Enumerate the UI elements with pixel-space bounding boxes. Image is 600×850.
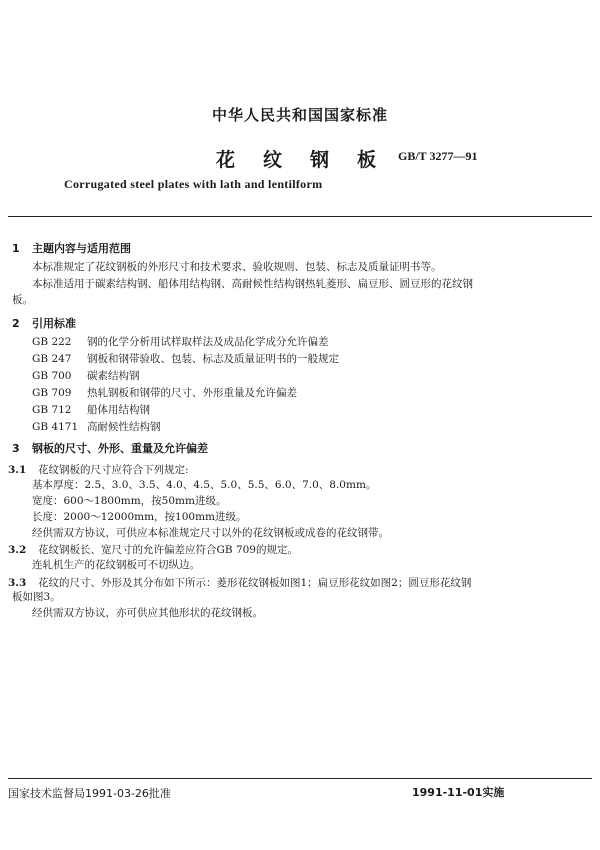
standard-number: GB/T 3277—91 xyxy=(398,149,478,163)
reference-code: GB 247 xyxy=(32,353,72,365)
section-3-title: 钢板的尺寸、外形、重量及允许偏差 xyxy=(32,442,208,455)
clause-3-1-thickness: 基本厚度：2.5、3.0、3.5、4.0、4.5、5.0、5.5、6.0、7.0、8.0mm。 xyxy=(32,479,377,491)
reference-code: GB 222 xyxy=(32,336,72,348)
section-1-heading xyxy=(12,240,131,256)
clause-3-3-agreement: 经供需双方协议，亦可供应其他形状的花纹钢板。 xyxy=(32,607,263,619)
reference-item xyxy=(32,351,339,366)
clause-3-2-number: 3.2 xyxy=(8,544,27,556)
reference-code: GB 712 xyxy=(32,404,72,416)
clause-3-2 xyxy=(8,542,298,557)
footer-divider xyxy=(8,778,592,779)
section-1-number: 1 xyxy=(12,242,20,255)
reference-item xyxy=(32,419,161,434)
clause-3-1-length: 长度：2000～12000mm，按100mm进级。 xyxy=(32,511,247,523)
reference-code: GB 700 xyxy=(32,370,72,382)
section-3-number: 3 xyxy=(12,442,20,455)
clause-3-3-text: 花纹的尺寸、外形及其分布如下所示：菱形花纹钢板如图1；扁豆形花纹如图2；圆豆形花纹钢 xyxy=(38,577,472,589)
issuing-authority: 中华人民共和国国家标准 xyxy=(211,106,388,124)
reference-title: 钢板和钢带验收、包装、标志及质量证明书的一般规定 xyxy=(87,353,339,365)
reference-item xyxy=(32,402,150,417)
section-1-paragraph-1: 本标准规定了花纹钢板的外形尺寸和技术要求、验收规则、包装、标志及质量证明书等。 xyxy=(32,261,442,273)
clause-3-2-text: 花纹钢板长、宽尺寸的允许偏差应符合GB 709的规定。 xyxy=(38,544,298,556)
reference-code: GB 4171 xyxy=(32,421,79,433)
clause-3-1-width: 宽度：600～1800mm，按50mm进级。 xyxy=(32,495,227,507)
clause-3-1 xyxy=(8,462,189,477)
section-1-paragraph-2: 本标准适用于碳素结构钢、船体用结构钢、高耐候性结构钢热轧菱形、扁豆形、圆豆形的花纹钢 xyxy=(32,278,473,290)
reference-item xyxy=(32,334,329,349)
clause-3-3-number: 3.3 xyxy=(8,577,27,589)
clause-3-3 xyxy=(8,575,471,590)
section-1-paragraph-2-cont: 板。 xyxy=(12,294,33,306)
clause-3-3-text-cont: 板如图3。 xyxy=(12,591,61,603)
reference-title: 热轧钢板和钢带的尺寸、外形重量及允许偏差 xyxy=(87,387,297,399)
document-title-en: Corrugated steel plates with lath and lentilform xyxy=(64,177,323,191)
clause-3-2-note: 连轧机生产的花纹钢板可不切纵边。 xyxy=(32,559,200,571)
reference-title: 船体用结构钢 xyxy=(87,404,150,416)
header-divider xyxy=(8,216,592,217)
reference-title: 高耐候性结构钢 xyxy=(87,421,161,433)
clause-3-1-agreement: 经供需双方协议，可供应本标准规定尺寸以外的花纹钢板或成卷的花纹钢带。 xyxy=(32,527,389,539)
approval-date: 国家技术监督局1991-03-26批准 xyxy=(8,787,171,800)
section-2-heading xyxy=(12,315,76,331)
reference-code: GB 709 xyxy=(32,387,72,399)
section-2-number: 2 xyxy=(12,317,20,330)
reference-item xyxy=(32,368,140,383)
clause-3-1-number: 3.1 xyxy=(8,464,27,476)
section-1-title: 主题内容与适用范围 xyxy=(32,242,131,255)
document-title-cn: 花纹钢板 xyxy=(215,149,404,171)
reference-item xyxy=(32,385,297,400)
reference-title: 碳素结构钢 xyxy=(87,370,140,382)
clause-3-1-text: 花纹钢板的尺寸应符合下列规定: xyxy=(38,464,189,476)
section-3-heading xyxy=(12,440,208,456)
effective-date: 1991-11-01实施 xyxy=(412,786,505,799)
section-2-title: 引用标准 xyxy=(32,317,76,330)
reference-title: 钢的化学分析用试样取样法及成品化学成分允许偏差 xyxy=(87,336,329,348)
